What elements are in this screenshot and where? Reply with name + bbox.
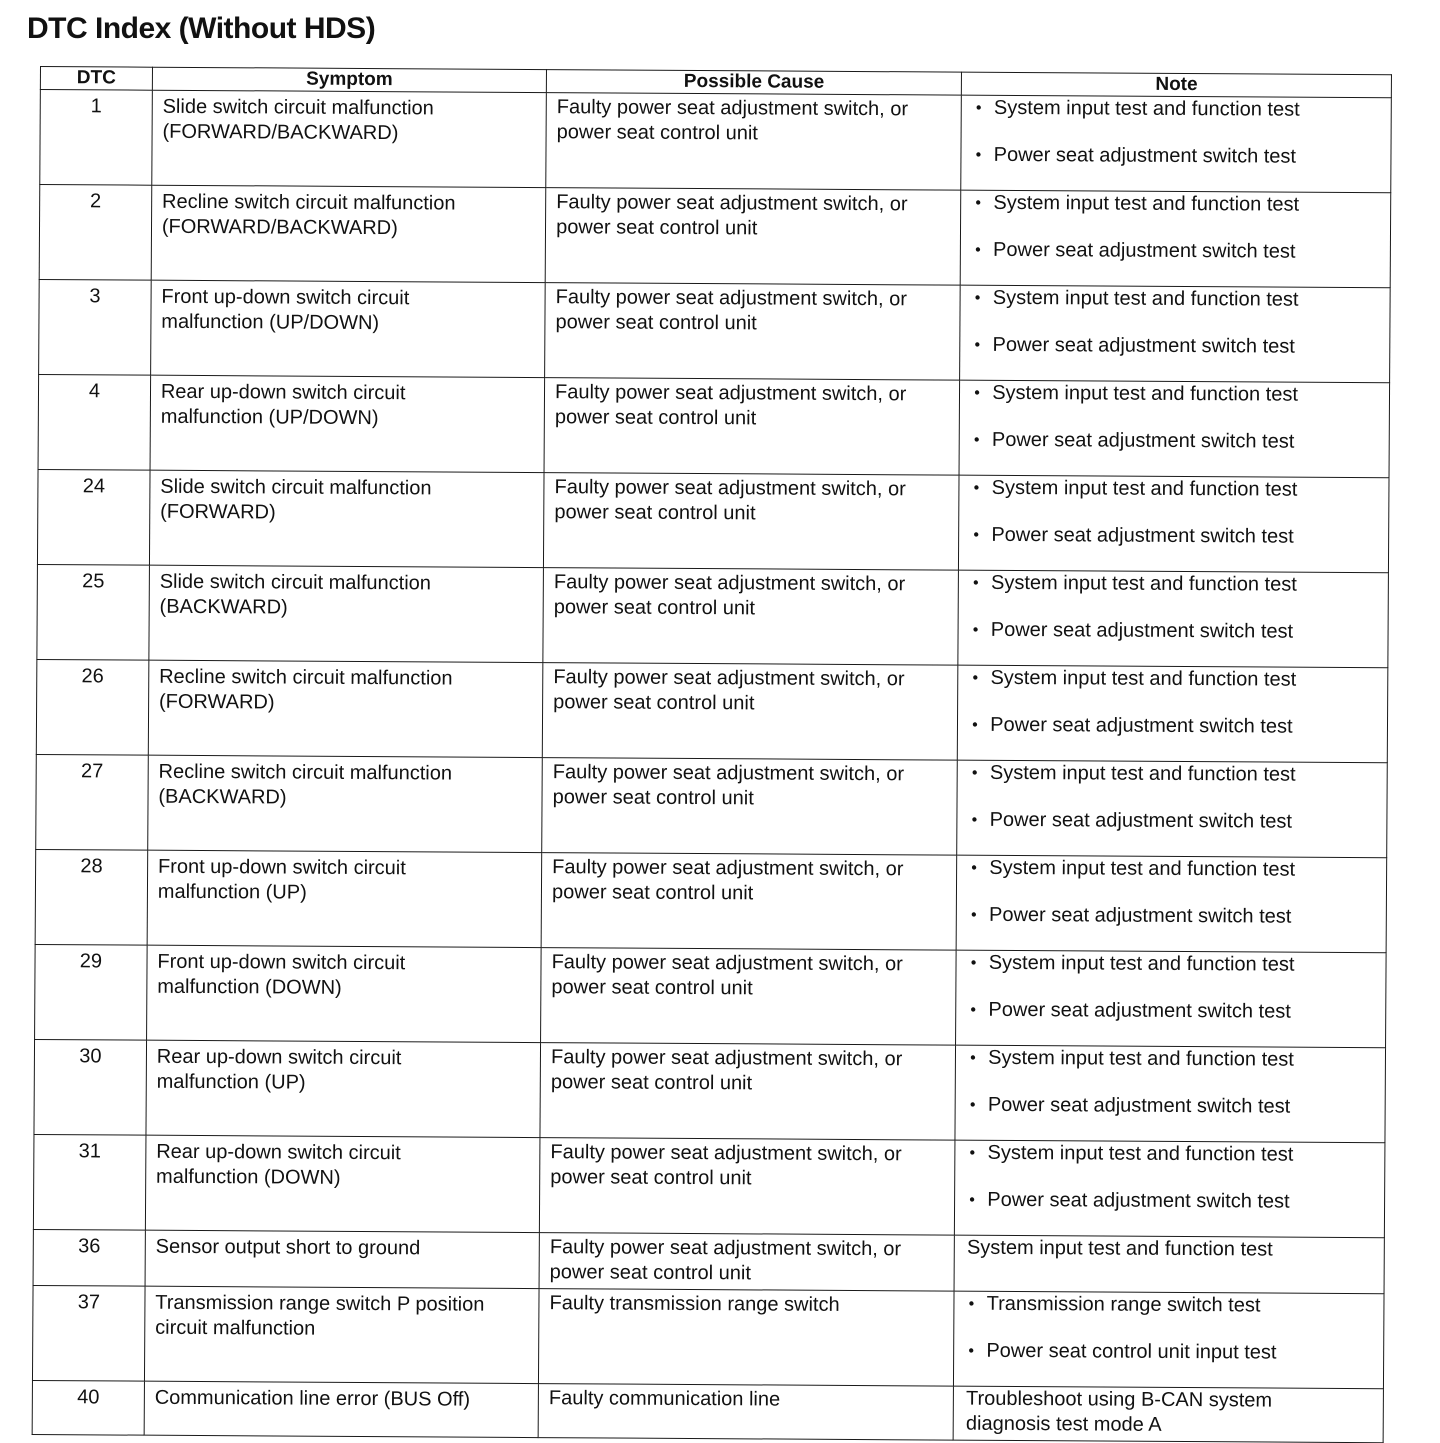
symptom-cell — [150, 375, 545, 472]
cause-line: Faulty power seat adjustment switch, or — [552, 856, 904, 881]
cause-line: power seat control unit — [553, 691, 755, 715]
bullet-icon: • — [972, 621, 979, 639]
note-cell — [955, 1045, 1385, 1143]
note-text: System input test and function test — [993, 191, 1300, 216]
dtc-code: 30 — [34, 1039, 146, 1135]
note-text: diagnosis test mode A — [965, 1412, 1162, 1436]
table-row — [32, 1285, 1384, 1388]
table-row — [40, 90, 1392, 193]
bullet-icon: • — [968, 1295, 975, 1313]
cause-line: power seat control unit — [555, 311, 757, 335]
note-item — [973, 191, 1382, 218]
bullet-icon: • — [975, 241, 981, 259]
symptom-line: malfunction (UP/DOWN) — [160, 405, 379, 430]
table-row — [39, 279, 1391, 382]
note-text: Power seat control unit input test — [986, 1339, 1277, 1364]
symptom-line: malfunction (UP) — [157, 880, 307, 904]
cause-line: Faulty power seat adjustment switch, or — [553, 666, 905, 691]
cause-line: power seat control unit — [554, 406, 757, 430]
dtc-code: 25 — [37, 564, 149, 660]
bullet-icon: • — [971, 764, 978, 782]
dtc-code: 27 — [36, 754, 148, 850]
note-text: Power seat adjustment switch test — [991, 523, 1294, 548]
note-text: System input test and function test — [991, 476, 1298, 501]
header-symptom: Symptom — [152, 67, 546, 92]
symptom-cell — [152, 90, 547, 187]
note-text: Power seat adjustment switch test — [991, 428, 1295, 453]
symptom-line: (FORWARD) — [158, 690, 275, 714]
table-row — [33, 1229, 1384, 1293]
note-item — [967, 1292, 1376, 1319]
possible-cause-cell — [538, 1384, 953, 1441]
dtc-code: 2 — [39, 185, 151, 281]
bullet-icon: • — [970, 1001, 977, 1019]
note-text: System input test and function test — [989, 761, 1296, 786]
symptom-line: Front up-down switch circuit — [161, 285, 410, 310]
note-item — [970, 666, 1379, 693]
table-row — [38, 374, 1390, 477]
possible-cause-cell — [545, 188, 961, 286]
note-item — [972, 428, 1381, 455]
cause-line: power seat control unit — [550, 1166, 752, 1190]
dtc-code: 1 — [40, 90, 152, 186]
cause-line: Faulty power seat adjustment switch, or — [552, 761, 905, 786]
symptom-line: malfunction (DOWN) — [156, 1165, 341, 1189]
note-text: System input test and function test — [992, 381, 1299, 406]
bullet-icon: • — [969, 1144, 976, 1162]
dtc-code: 4 — [38, 374, 150, 470]
note-text: System input test and function test — [987, 1141, 1294, 1166]
dtc-code: 26 — [36, 659, 148, 755]
symptom-cell — [146, 1040, 541, 1137]
possible-cause-cell — [539, 1138, 955, 1236]
cause-line: power seat control unit — [553, 596, 756, 620]
note-cell — [953, 1386, 1383, 1443]
note-item — [968, 1093, 1377, 1120]
dtc-code: 28 — [35, 849, 147, 945]
bullet-icon: • — [971, 811, 978, 829]
note-item — [973, 286, 1382, 313]
possible-cause-cell — [546, 93, 962, 191]
note-item — [969, 951, 1378, 978]
symptom-line: Recline switch circuit malfunction — [161, 190, 456, 215]
possible-cause-cell — [541, 948, 957, 1046]
bullet-icon: • — [969, 1096, 976, 1114]
note-text: Power seat adjustment switch test — [989, 808, 1293, 833]
note-text: Power seat adjustment switch test — [993, 143, 1297, 168]
dtc-code: 40 — [32, 1380, 144, 1435]
table-body — [32, 90, 1391, 1443]
bullet-icon: • — [974, 336, 981, 354]
cause-line: power seat control unit — [549, 1261, 752, 1285]
dtc-code: 31 — [33, 1134, 145, 1230]
note-cell — [959, 475, 1389, 573]
bullet-icon: • — [974, 289, 981, 307]
bullet-icon: • — [973, 479, 980, 497]
note-text: Power seat adjustment switch test — [990, 713, 1293, 738]
note-text: System input test and function test — [990, 666, 1297, 691]
table-row — [35, 849, 1387, 952]
note-item — [970, 713, 1379, 740]
symptom-cell — [145, 1135, 540, 1232]
symptom-line: Communication line error (BUS Off) — [154, 1386, 471, 1411]
note-item — [968, 1046, 1377, 1073]
note-item — [971, 571, 1380, 598]
symptom-line: Front up-down switch circuit — [157, 855, 406, 880]
possible-cause-cell — [541, 853, 957, 951]
possible-cause-cell — [540, 1043, 956, 1141]
cause-line: Faulty power seat adjustment switch, or — [551, 951, 903, 976]
symptom-line: Rear up-down switch circuit — [160, 380, 406, 405]
bullet-icon: • — [970, 906, 977, 924]
possible-cause-cell — [545, 283, 961, 381]
bullet-icon: • — [973, 526, 980, 544]
cause-line: power seat control unit — [551, 881, 754, 905]
note-text: System input test and function test — [990, 571, 1297, 596]
symptom-cell — [148, 755, 543, 852]
table-row — [33, 1134, 1385, 1237]
symptom-cell — [146, 945, 541, 1042]
bullet-icon: • — [970, 1049, 976, 1067]
note-text: System input test and function test — [993, 96, 1300, 121]
note-text: Power seat adjustment switch test — [987, 1093, 1291, 1118]
symptom-line: Front up-down switch circuit — [157, 950, 406, 975]
symptom-cell — [145, 1230, 540, 1288]
symptom-line: Rear up-down switch circuit — [156, 1045, 402, 1070]
cause-line: Faulty communication line — [548, 1387, 781, 1411]
note-text: System input test and function test — [988, 951, 1295, 976]
note-item — [969, 903, 1378, 930]
cause-line: power seat control unit — [551, 976, 753, 1000]
table-row — [39, 185, 1391, 288]
note-item — [970, 761, 1379, 788]
note-text: Power seat adjustment switch test — [988, 903, 1292, 928]
symptom-cell — [149, 470, 544, 567]
bullet-icon: • — [972, 716, 978, 734]
note-item — [967, 1188, 1376, 1215]
possible-cause-cell — [539, 1233, 954, 1292]
note-text: System input test and function test — [966, 1236, 1273, 1261]
possible-cause-cell — [544, 473, 960, 571]
symptom-line: malfunction (UP/DOWN) — [161, 310, 380, 335]
symptom-line: Slide switch circuit malfunction — [162, 95, 434, 120]
bullet-icon: • — [975, 99, 982, 117]
note-cell — [955, 1140, 1385, 1238]
symptom-cell — [144, 1381, 539, 1437]
symptom-line: Slide switch circuit malfunction — [159, 570, 432, 595]
cause-line: Faulty power seat adjustment switch, or — [553, 571, 906, 596]
dtc-code: 3 — [39, 279, 151, 375]
note-text: System input test and function test — [992, 286, 1299, 311]
possible-cause-cell — [539, 1289, 955, 1387]
bullet-icon: • — [973, 574, 979, 592]
cause-line: Faulty power seat adjustment switch, or — [550, 1141, 902, 1166]
symptom-line: Sensor output short to ground — [155, 1235, 421, 1260]
symptom-line: (FORWARD/BACKWARD) — [162, 120, 399, 145]
bullet-icon: • — [975, 146, 982, 164]
note-item — [974, 96, 1383, 123]
table-row — [37, 564, 1389, 667]
bullet-icon: • — [973, 431, 980, 449]
page-title: DTC Index (Without HDS) — [27, 12, 376, 45]
symptom-cell — [149, 565, 544, 662]
note-cell — [960, 190, 1390, 288]
symptom-line: (FORWARD/BACKWARD) — [161, 215, 398, 240]
note-cell — [954, 1235, 1384, 1294]
symptom-cell — [147, 850, 542, 947]
note-text: System input test and function test — [988, 1046, 1294, 1071]
note-text: System input test and function test — [989, 856, 1296, 881]
cause-line: power seat control unit — [550, 1071, 753, 1095]
symptom-cell — [151, 185, 546, 282]
cause-line: Faulty power seat adjustment switch, or — [555, 381, 907, 406]
note-item — [972, 476, 1381, 503]
symptom-line: malfunction (UP) — [156, 1070, 306, 1094]
cause-line: Faulty power seat adjustment switch, or — [549, 1236, 902, 1261]
symptom-cell — [144, 1286, 539, 1383]
cause-line: Faulty power seat adjustment switch, or — [554, 476, 906, 501]
cause-line: power seat control unit — [556, 121, 758, 145]
bullet-icon: • — [974, 384, 980, 402]
symptom-line: (BACKWARD) — [159, 595, 288, 619]
note-cell — [961, 95, 1391, 193]
note-item — [969, 856, 1378, 883]
table-row — [34, 1039, 1386, 1142]
note-text: Power seat adjustment switch test — [987, 1188, 1290, 1213]
note-cell — [957, 665, 1387, 763]
cause-line: Faulty power seat adjustment switch, or — [556, 191, 908, 216]
bullet-icon: • — [970, 954, 977, 972]
header-note: Note — [962, 72, 1392, 98]
bullet-icon: • — [975, 194, 982, 212]
note-item — [970, 808, 1379, 835]
symptom-line: Transmission range switch P position — [155, 1291, 485, 1316]
dtc-code: 36 — [33, 1229, 145, 1286]
symptom-cell — [150, 280, 545, 377]
note-item — [973, 238, 1382, 265]
dtc-code: 37 — [32, 1285, 144, 1381]
note-cell — [956, 950, 1386, 1048]
cause-line: power seat control unit — [556, 216, 758, 240]
symptom-line: Recline switch circuit malfunction — [158, 760, 453, 785]
possible-cause-cell — [543, 568, 959, 666]
note-item — [974, 143, 1383, 170]
table-row — [32, 1380, 1383, 1442]
possible-cause-cell — [542, 663, 958, 761]
bullet-icon: • — [969, 1191, 975, 1209]
dtc-code: 29 — [35, 944, 147, 1040]
table-row — [37, 469, 1389, 572]
dtc-index-table — [32, 66, 1392, 1443]
note-item — [972, 381, 1381, 408]
note-cell — [958, 570, 1388, 668]
possible-cause-cell — [544, 378, 960, 476]
note-cell — [959, 380, 1389, 478]
note-text: Power seat adjustment switch test — [988, 998, 1291, 1023]
cause-line: Faulty power seat adjustment switch, or — [556, 96, 909, 121]
cause-line: Faulty power seat adjustment switch, or — [555, 286, 908, 311]
cause-line: Faulty power seat adjustment switch, or — [550, 1046, 903, 1071]
symptom-line: malfunction (DOWN) — [157, 975, 342, 999]
cause-line: power seat control unit — [552, 786, 754, 810]
cause-line: Faulty transmission range switch — [549, 1292, 840, 1316]
header-possible-cause: Possible Cause — [546, 70, 961, 96]
symptom-line: Rear up-down switch circuit — [156, 1140, 401, 1165]
note-text: Power seat adjustment switch test — [993, 238, 1296, 263]
note-item — [968, 1141, 1377, 1168]
header-dtc: DTC — [40, 67, 152, 91]
symptom-line: (BACKWARD) — [158, 785, 287, 809]
bullet-icon: • — [971, 859, 977, 877]
table-row — [35, 944, 1387, 1047]
note-item — [971, 523, 1380, 550]
cause-line: power seat control unit — [554, 501, 756, 525]
note-text: Troubleshoot using B-CAN system — [966, 1387, 1273, 1412]
note-item — [966, 1339, 1375, 1366]
note-item — [968, 998, 1377, 1025]
bullet-icon: • — [972, 669, 979, 687]
note-cell — [957, 760, 1387, 858]
note-cell — [960, 285, 1390, 383]
note-text: Transmission range switch test — [986, 1292, 1261, 1317]
note-cell — [956, 855, 1386, 953]
symptom-line: (FORWARD) — [160, 500, 276, 524]
symptom-line: Slide switch circuit malfunction — [160, 475, 432, 500]
note-text: Power seat adjustment switch test — [990, 618, 1294, 643]
dtc-code: 24 — [37, 469, 149, 565]
symptom-cell — [148, 660, 543, 757]
note-item — [972, 333, 1381, 360]
possible-cause-cell — [542, 758, 958, 856]
note-cell — [954, 1291, 1384, 1389]
note-item — [971, 618, 1380, 645]
symptom-line: circuit malfunction — [155, 1316, 316, 1340]
bullet-icon: • — [968, 1342, 975, 1360]
table-row — [36, 659, 1388, 762]
symptom-line: Recline switch circuit malfunction — [159, 665, 453, 690]
table-row — [36, 754, 1388, 857]
note-text: Power seat adjustment switch test — [992, 333, 1295, 358]
